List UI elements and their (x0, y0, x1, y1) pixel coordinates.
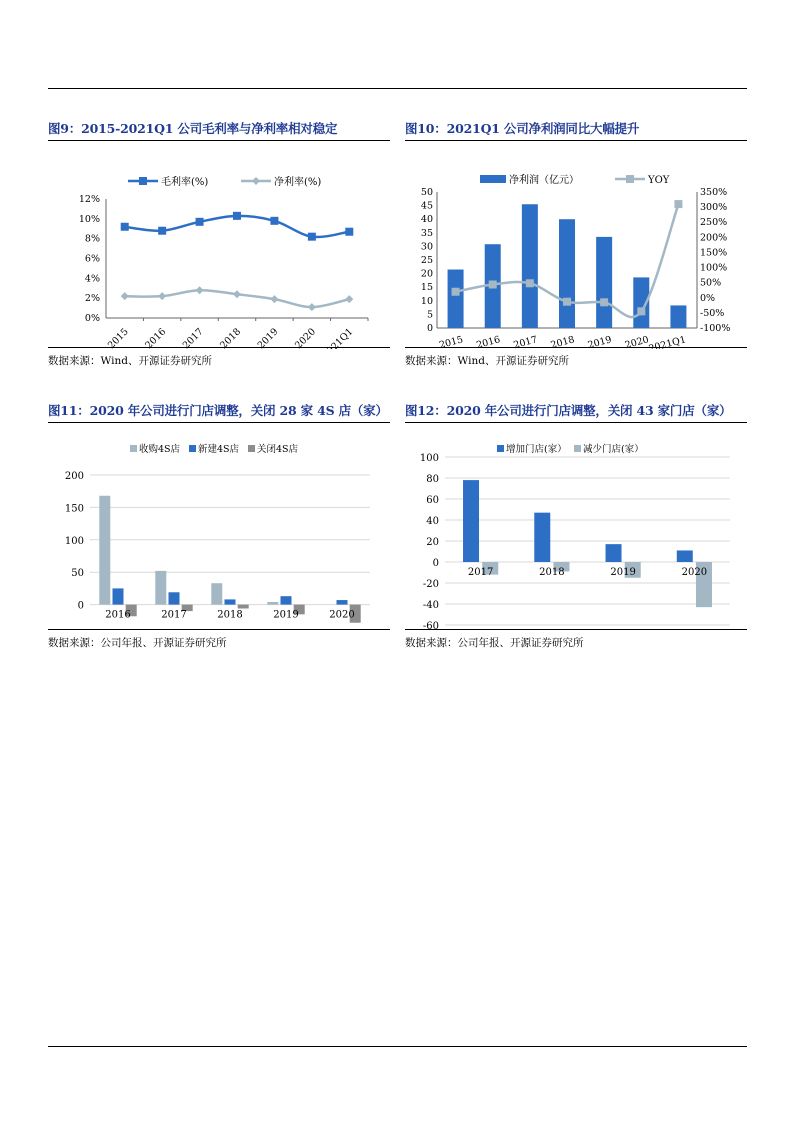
bar (225, 599, 236, 604)
chart-fig9 (48, 141, 390, 349)
x-tick-label: 2020 (329, 609, 355, 621)
square-marker (270, 217, 278, 225)
x-tick-label: 2019 (586, 334, 613, 349)
y-tick-label: 5 (426, 309, 433, 321)
diamond-marker (196, 286, 204, 294)
y2-tick-label: -100% (700, 323, 731, 334)
y2-tick-label: 200% (700, 232, 728, 244)
y-tick-label: 10% (78, 213, 100, 225)
bar (522, 204, 538, 328)
yoy-marker (637, 307, 645, 315)
y-tick-label: 50 (71, 568, 84, 580)
bar (670, 305, 686, 328)
figure-title: 图9：2015-2021Q1 公司毛利率与净利率相对稳定 (48, 119, 390, 141)
diamond-marker (308, 303, 316, 311)
yoy-marker (563, 298, 571, 306)
legend-label: 收购4S店 (139, 444, 181, 455)
y-tick-label: 50 (420, 187, 433, 198)
x-tick-label: 2016 (105, 609, 131, 621)
chart-fig11 (48, 423, 390, 631)
bar (448, 270, 464, 328)
y-tick-label: 0 (426, 323, 433, 334)
legend-label: YOY (648, 175, 670, 186)
y-tick-label: 10 (420, 295, 433, 307)
legend-label: 毛利率(%) (161, 177, 209, 188)
legend-label: 新建4S店 (198, 444, 240, 455)
bar (606, 544, 622, 562)
y-tick-label: 40 (426, 516, 439, 527)
x-tick-label: 2020 (623, 334, 651, 349)
x-tick-label: 2015 (438, 334, 465, 349)
square-marker (233, 212, 241, 220)
yoy-marker (489, 280, 497, 288)
y2-tick-label: -50% (700, 307, 725, 319)
y-tick-label: 25 (420, 255, 433, 266)
bar (169, 592, 180, 604)
bar (238, 605, 249, 609)
y-tick-label: 12% (78, 194, 100, 205)
figure-9 (48, 119, 390, 371)
x-tick-label: 2018 (218, 326, 244, 349)
y-tick-label: 150 (64, 503, 84, 515)
legend-swatch (497, 445, 504, 452)
legend-marker (626, 175, 634, 183)
y-tick-label: -20 (422, 579, 439, 590)
y-tick-label: 100 (64, 535, 84, 547)
x-tick-label: 2019 (273, 609, 299, 621)
x-tick-label: 2020 (681, 567, 708, 578)
y-tick-label: 60 (426, 495, 439, 506)
bar (113, 588, 124, 604)
square-marker (121, 223, 129, 231)
legend-label: 关闭4S店 (257, 444, 299, 455)
x-tick-label: 2019 (255, 326, 281, 349)
y2-tick-label: 250% (700, 217, 728, 229)
y-tick-label: 30 (420, 241, 433, 253)
diamond-marker (158, 292, 166, 300)
yoy-marker (674, 200, 682, 208)
x-tick-label: 2020 (293, 326, 318, 349)
y-tick-label: 4% (84, 273, 100, 285)
figure-source: 数据来源：公司年报、开源证券研究所 (405, 629, 747, 650)
figure-11 (48, 401, 390, 653)
legend-swatch (574, 445, 581, 452)
bar (267, 602, 278, 605)
x-tick-label: 2017 (512, 334, 539, 349)
figure-source: 数据来源：Wind、开源证券研究所 (48, 347, 390, 368)
y-tick-label: 0 (77, 600, 84, 612)
square-marker (308, 233, 316, 241)
bar (99, 496, 110, 605)
x-tick-label: 2016 (143, 326, 169, 349)
y-tick-label: 100 (419, 453, 439, 464)
y-tick-label: 0% (84, 313, 100, 324)
figure-source: 数据来源：Wind、开源证券研究所 (405, 347, 747, 368)
legend-label: 净利率(%) (274, 177, 322, 188)
legend-label: 减少门店(家） (583, 444, 644, 455)
y-tick-label: 35 (420, 227, 433, 239)
y-tick-label: -60 (422, 621, 439, 631)
y2-tick-label: 150% (700, 247, 728, 259)
y-tick-label: 2% (84, 293, 100, 305)
y2-tick-label: 350% (700, 187, 728, 198)
x-tick-label: 2019 (610, 567, 636, 578)
bar (281, 596, 292, 604)
yoy-marker (600, 298, 608, 306)
square-marker (139, 177, 147, 185)
bar (677, 550, 693, 562)
x-tick-label: 2017 (180, 326, 206, 349)
y2-tick-label: 100% (700, 262, 728, 274)
bar (463, 480, 479, 562)
figure-10 (405, 119, 747, 371)
x-tick-label: 2017 (161, 609, 187, 621)
y-tick-label: 0 (432, 558, 439, 569)
yoy-marker (526, 279, 534, 287)
bar (596, 237, 612, 328)
x-tick-label: 2017 (467, 567, 494, 578)
diamond-marker (345, 295, 353, 303)
x-tick-label: 2018 (217, 609, 243, 621)
bar (211, 583, 222, 604)
square-marker (158, 227, 166, 235)
y-tick-label: 200 (64, 471, 84, 482)
x-tick-label: 2018 (549, 334, 576, 349)
legend-swatch (248, 445, 255, 452)
y-tick-label: 40 (420, 214, 433, 226)
footer-rule (48, 1046, 747, 1047)
y2-tick-label: 300% (700, 202, 728, 214)
figure-title: 图10：2021Q1 公司净利润同比大幅提升 (405, 119, 747, 141)
figure-source: 数据来源：公司年报、开源证券研究所 (48, 629, 390, 650)
y-tick-label: 8% (84, 233, 100, 245)
bar (337, 600, 348, 605)
x-tick-label: 2018 (539, 567, 565, 578)
x-tick-label: 2021Q1 (320, 326, 356, 349)
chart-fig10 (405, 141, 747, 349)
y-tick-label: 15 (420, 282, 433, 294)
bar (534, 513, 550, 562)
square-marker (345, 228, 353, 236)
y-tick-label: 80 (426, 474, 439, 485)
chart-fig12 (405, 423, 747, 631)
legend-swatch (130, 445, 137, 452)
diamond-marker (121, 292, 129, 300)
legend-label: 净利润（亿元） (509, 175, 579, 186)
bar (155, 571, 166, 605)
y2-tick-label: 50% (700, 277, 722, 289)
y-tick-label: 20 (420, 268, 433, 280)
diamond-marker (233, 290, 241, 298)
diamond-marker (270, 295, 278, 303)
bar (559, 219, 575, 328)
y-tick-label: 45 (420, 200, 433, 212)
header-rule (48, 88, 747, 89)
y-tick-label: -40 (422, 600, 439, 611)
x-tick-label: 2015 (105, 326, 131, 349)
diamond-marker (252, 177, 260, 185)
legend-label: 增加门店(家） (506, 444, 567, 455)
figure-title: 图11：2020 年公司进行门店调整，关闭 28 家 4S 店（家） (48, 401, 390, 423)
square-marker (196, 218, 204, 226)
legend-swatch (480, 175, 506, 183)
x-tick-label: 2016 (475, 334, 502, 349)
yoy-marker (452, 288, 460, 296)
x-tick-label: 2021Q1 (647, 334, 688, 349)
legend-swatch (189, 445, 196, 452)
y2-tick-label: 0% (700, 292, 716, 304)
y-tick-label: 6% (84, 253, 100, 265)
figure-12 (405, 401, 747, 653)
figure-title: 图12：2020 年公司进行门店调整，关闭 43 家门店（家） (405, 401, 747, 423)
y-tick-label: 20 (426, 537, 439, 548)
